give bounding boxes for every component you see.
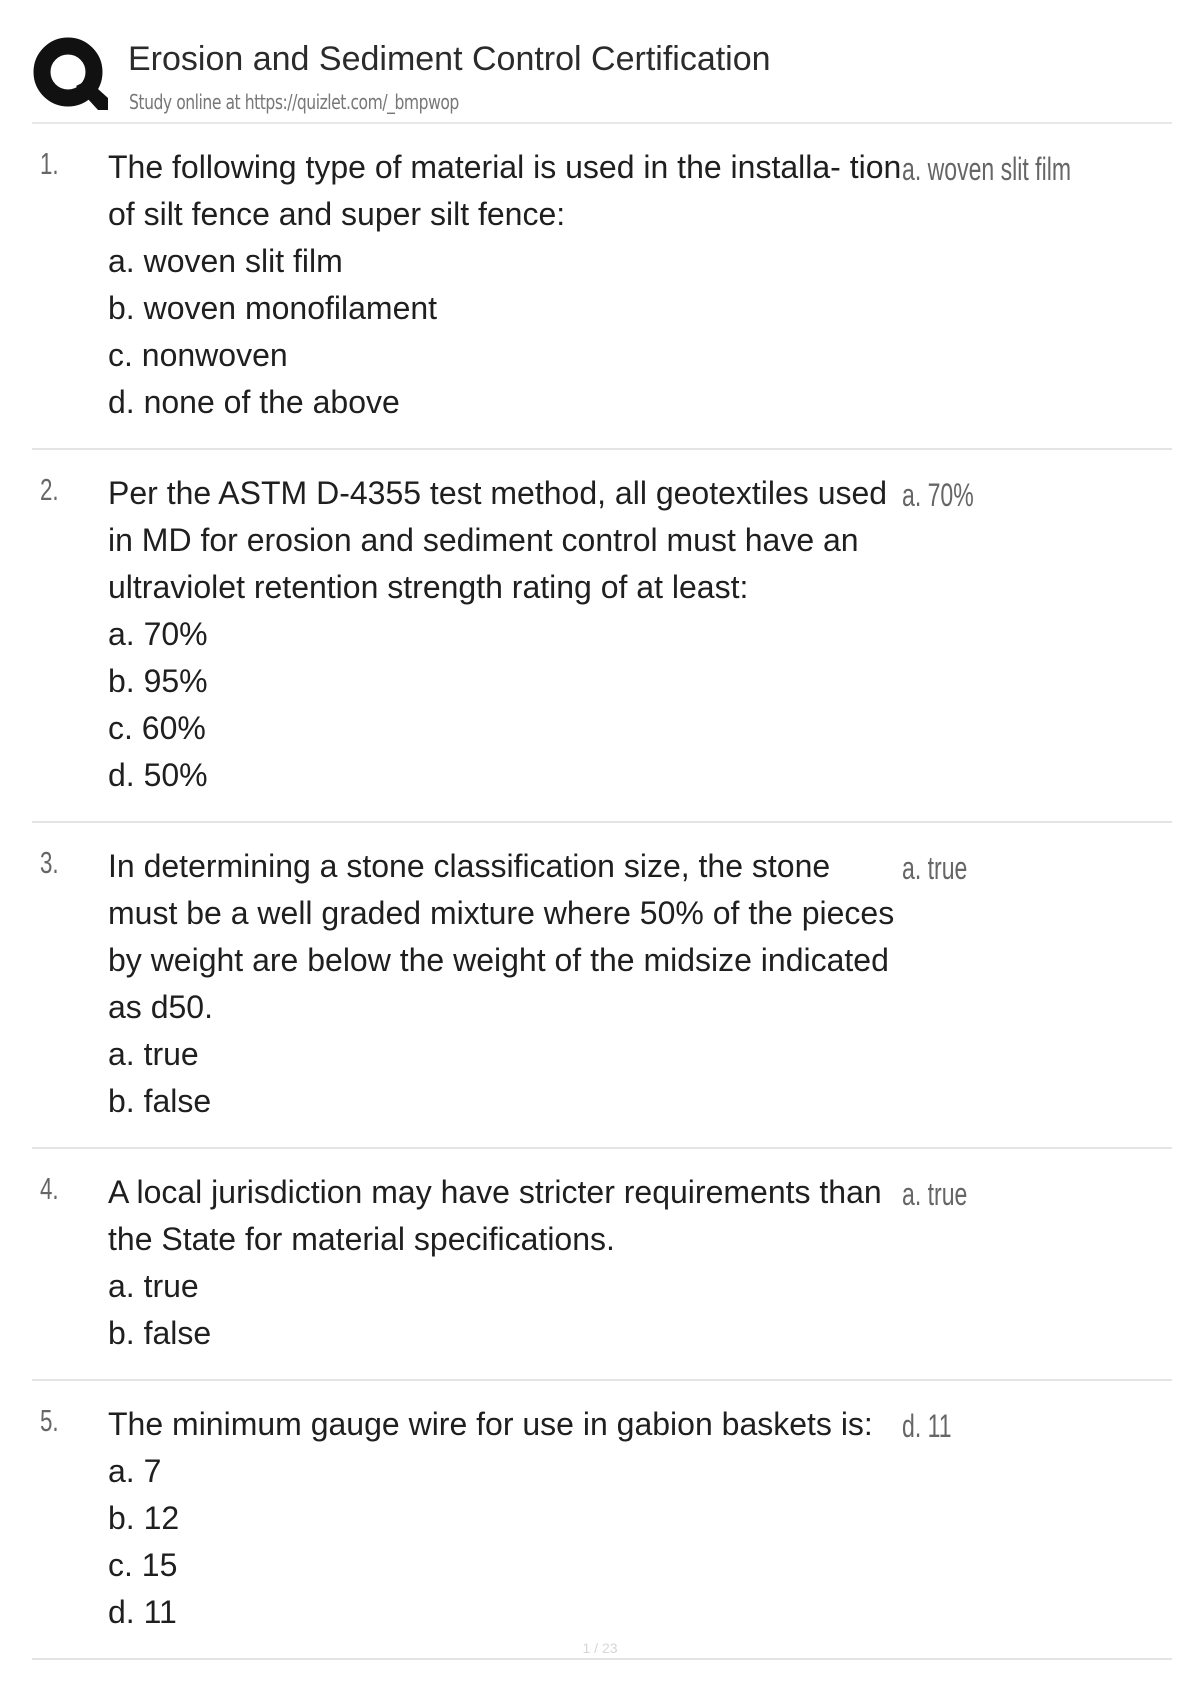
question-card <box>32 450 1172 823</box>
question-text: A local jurisdiction may have stricter requirements than the State for material specifications. <box>108 1174 882 1257</box>
question-text: Per the ASTM D-4355 test method, all geotextiles used in MD for erosion and sediment control must have an ultraviolet retention strength rating of at least: <box>108 475 888 605</box>
correct-answer: a. 70% <box>902 477 974 513</box>
question-card <box>32 124 1172 450</box>
question-card <box>32 1149 1172 1381</box>
answer-option: d. 11 <box>108 1594 177 1630</box>
answer-option: d. 50% <box>108 757 208 793</box>
question-card <box>32 823 1172 1149</box>
question-number: 3. <box>40 845 59 880</box>
question-card <box>32 1381 1172 1660</box>
answer-option: a. woven slit film <box>108 243 343 279</box>
question-number: 4. <box>40 1171 59 1206</box>
answer-option: a. 70% <box>108 616 208 652</box>
question-number: 2. <box>40 472 59 507</box>
question-text: The following type of material is used in the installa- tion of silt fence and super silt fence: <box>108 149 902 232</box>
question-text: The minimum gauge wire for use in gabion baskets is: <box>108 1406 873 1442</box>
answer-option: b. 95% <box>108 663 208 699</box>
question-body <box>108 470 908 799</box>
answer-option: c. 60% <box>108 710 206 746</box>
correct-answer: a. true <box>902 1176 968 1212</box>
question-number: 1. <box>40 146 59 181</box>
answer-option: a. true <box>108 1036 199 1072</box>
answer-option: b. false <box>108 1083 212 1119</box>
answer-option: b. 12 <box>108 1500 180 1536</box>
page-number: 1 / 23 <box>582 1640 618 1656</box>
question-body <box>108 1401 908 1636</box>
document-header <box>32 36 1172 122</box>
question-number: 5. <box>40 1403 59 1438</box>
answer-option: d. none of the above <box>108 384 400 420</box>
correct-answer: a. woven slit film <box>902 151 1072 187</box>
answer-option: b. woven monofilament <box>108 290 438 326</box>
answer-option: c. nonwoven <box>108 337 288 373</box>
correct-answer: d. 11 <box>902 1408 952 1444</box>
document-title: Erosion and Sediment Control Certification <box>128 40 771 78</box>
quizlet-logo-icon <box>32 36 108 112</box>
correct-answer: a. true <box>902 850 968 886</box>
answer-option: a. 7 <box>108 1453 162 1489</box>
answer-option: b. false <box>108 1315 212 1351</box>
question-list <box>32 122 1172 1660</box>
question-body <box>108 1169 908 1357</box>
answer-option: a. true <box>108 1268 199 1304</box>
question-body <box>108 144 908 426</box>
answer-option: c. 15 <box>108 1547 178 1583</box>
question-text: In determining a stone classification size, the stone must be a well graded mixture where 50% of the pieces by weight are below the weight of the midsize indicated as d50. <box>108 848 895 1025</box>
study-url[interactable]: Study online at https://quizlet.com/_bmpwop <box>129 90 459 114</box>
question-body <box>108 843 908 1125</box>
